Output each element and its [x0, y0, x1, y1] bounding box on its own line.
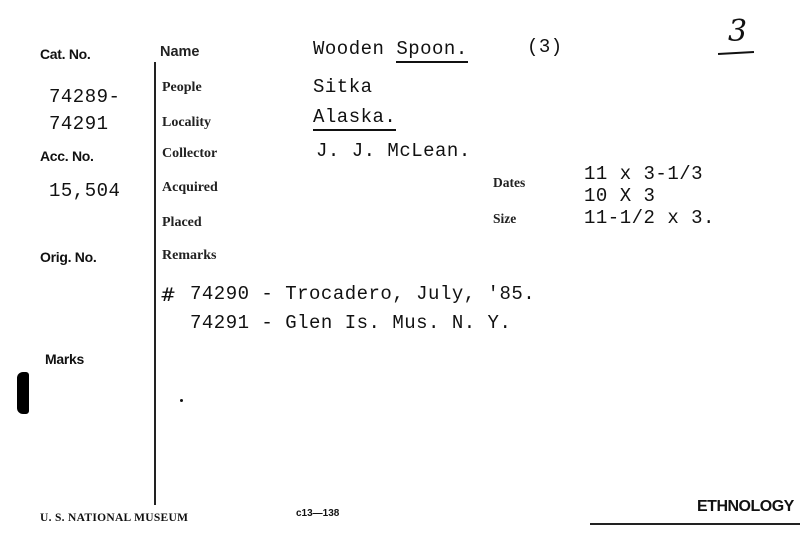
museum-name: U. S. NATIONAL MUSEUM	[40, 512, 189, 524]
remark-mark: #	[160, 284, 177, 306]
acc-no-value: 15,504	[49, 180, 121, 202]
name-word-2: Spoon.	[396, 38, 467, 63]
people-label: People	[162, 80, 202, 95]
size-value-2: 10 X 3	[584, 185, 656, 207]
acquired-label: Acquired	[162, 180, 218, 195]
name-word-1: Wooden	[313, 38, 385, 60]
form-code: c13—138	[296, 508, 340, 519]
acc-no-label: Acc. No.	[40, 148, 94, 164]
people-value: Sitka	[313, 76, 373, 98]
size-value-1: 11 x 3-1/3	[584, 163, 704, 185]
ink-speck	[180, 399, 183, 402]
remarks-label: Remarks	[162, 248, 217, 263]
locality-label: Locality	[162, 115, 211, 130]
bottom-rule	[590, 523, 800, 525]
locality-text: Alaska.	[313, 106, 396, 131]
handwritten-number: 3	[728, 14, 748, 49]
cat-no-value-1: 74289-	[49, 86, 121, 108]
marks-label: Marks	[45, 351, 84, 367]
dates-label: Dates	[493, 175, 526, 190]
size-label: Size	[493, 211, 517, 226]
remark-line-2: 74291 - Glen Is. Mus. N. Y.	[190, 312, 512, 334]
cat-no-value-2: 74291	[49, 113, 109, 135]
remark-line-1: 74290 - Trocadero, July, '85.	[190, 283, 536, 305]
size-value-3: 11-1/2 x 3.	[584, 207, 715, 229]
name-count: (3)	[527, 36, 563, 58]
locality-value	[313, 106, 396, 128]
collector-label: Collector	[162, 146, 218, 161]
collector-value: J. J. McLean.	[316, 140, 471, 162]
cat-no-label: Cat. No.	[40, 46, 91, 62]
column-divider	[154, 62, 156, 505]
name-label: Name	[160, 44, 200, 60]
orig-no-label: Orig. No.	[40, 249, 97, 265]
name-value	[313, 38, 468, 60]
handwritten-underline	[718, 51, 754, 55]
placed-label: Placed	[162, 215, 202, 230]
black-mark	[17, 372, 29, 414]
department-name: ETHNOLOGY	[697, 498, 794, 515]
